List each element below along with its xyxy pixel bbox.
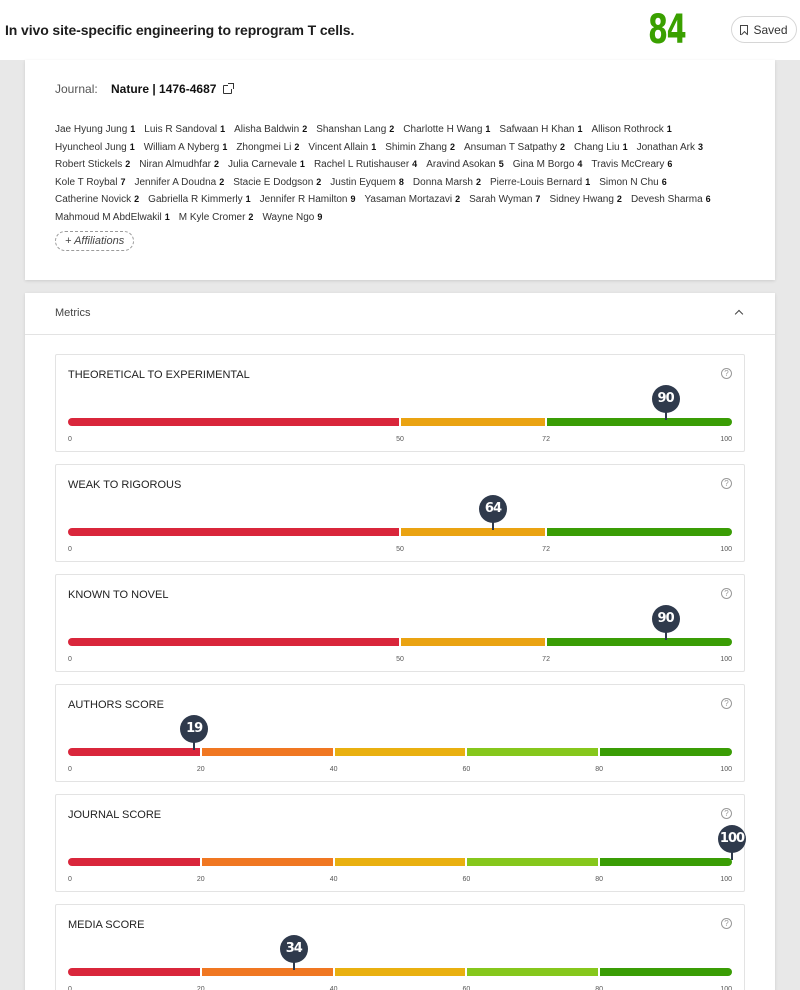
author-affiliation-number: 9 bbox=[317, 211, 323, 222]
author-affiliation-number: 2 bbox=[475, 176, 481, 187]
score-bar-segment bbox=[68, 528, 399, 536]
author-name: Safwaan H Khan bbox=[499, 124, 575, 135]
author-affiliation-number: 2 bbox=[389, 124, 395, 134]
score-bar-segment bbox=[467, 748, 598, 756]
author-item[interactable] bbox=[591, 156, 672, 174]
author-affiliation-number: 3 bbox=[698, 141, 704, 152]
score-bar-segment bbox=[467, 858, 598, 866]
score-bar-segment bbox=[335, 858, 466, 866]
author-name: Robert Stickels bbox=[55, 159, 123, 170]
author-item[interactable] bbox=[148, 191, 250, 209]
author-affiliation-number: 9 bbox=[350, 194, 356, 204]
score-bar-segment bbox=[401, 638, 545, 646]
score-bar bbox=[68, 968, 732, 976]
paper-info-card bbox=[25, 60, 775, 280]
top-bar bbox=[0, 0, 800, 60]
author-name: Pierre-Louis Bernard bbox=[489, 176, 583, 188]
author-name: Julia Carnevale bbox=[227, 159, 297, 170]
author-affiliation-number: 2 bbox=[213, 159, 219, 169]
author-item[interactable] bbox=[385, 139, 455, 157]
author-affiliation-number: 1 bbox=[245, 194, 251, 204]
tick-label: 20 bbox=[196, 986, 205, 990]
metric-panel bbox=[55, 464, 745, 562]
score-bar-segment bbox=[68, 968, 200, 976]
score-marker bbox=[652, 605, 680, 633]
tick-label: 100 bbox=[720, 876, 732, 883]
author-affiliation-number: 6 bbox=[667, 159, 673, 169]
score-bar-segment bbox=[547, 528, 732, 536]
author-affiliation-number: 1 bbox=[220, 124, 226, 134]
journal-label: Journal: bbox=[55, 82, 98, 96]
score-bar bbox=[68, 638, 732, 646]
author-item[interactable] bbox=[574, 139, 628, 157]
author-affiliation-number: 2 bbox=[455, 194, 461, 204]
author-name: Allison Rothrock bbox=[591, 124, 664, 135]
author-name: Sidney Hwang bbox=[549, 194, 614, 205]
score-bar-segment bbox=[68, 638, 399, 646]
author-name: Zhongmei Li bbox=[236, 141, 292, 153]
author-item[interactable] bbox=[233, 174, 321, 192]
score-marker-value: 34 bbox=[280, 935, 308, 963]
author-item[interactable] bbox=[55, 121, 135, 139]
author-affiliation-number: 5 bbox=[498, 159, 504, 169]
tick-label: 50 bbox=[396, 656, 404, 663]
score-marker bbox=[652, 385, 680, 413]
help-icon[interactable]: ? bbox=[721, 368, 732, 379]
metric-title: KNOWN TO NOVEL bbox=[68, 589, 169, 601]
tick-label: 100 bbox=[720, 986, 732, 990]
score-marker-value: 90 bbox=[652, 385, 680, 413]
bookmark-icon bbox=[740, 25, 748, 35]
tick-label: 50 bbox=[396, 546, 404, 553]
author-affiliation-number: 1 bbox=[622, 141, 628, 152]
author-name: Rachel L Rutishauser bbox=[313, 159, 410, 170]
author-name: Travis McCreary bbox=[591, 159, 665, 170]
score-bar-segment bbox=[547, 638, 732, 646]
score-bar-segment bbox=[335, 748, 466, 756]
author-item[interactable] bbox=[144, 139, 228, 157]
tick-label: 0 bbox=[68, 546, 72, 553]
author-name: Devesh Sharma bbox=[630, 194, 703, 205]
author-name: Justin Eyquem bbox=[330, 176, 396, 188]
score-bar-segment bbox=[600, 968, 732, 976]
score-bar-segment bbox=[401, 418, 545, 426]
tick-label: 20 bbox=[196, 766, 205, 773]
author-item[interactable] bbox=[637, 139, 703, 157]
journal-link[interactable]: Nature | 1476-4687 bbox=[111, 82, 217, 96]
author-affiliation-number: 1 bbox=[585, 176, 591, 187]
author-affiliation-number: 1 bbox=[222, 141, 228, 152]
metric-title: WEAK TO RIGOROUS bbox=[68, 479, 182, 491]
author-name: Shimin Zhang bbox=[385, 141, 447, 153]
author-name: Gabriella R Kimmerly bbox=[148, 194, 243, 205]
score-marker-stem bbox=[665, 631, 667, 640]
help-icon[interactable]: ? bbox=[721, 918, 732, 929]
score-bar bbox=[68, 858, 732, 866]
overall-score: 84 bbox=[648, 7, 686, 53]
author-name: Hyuncheol Jung bbox=[55, 141, 127, 153]
author-name: William A Nyberg bbox=[143, 141, 220, 153]
author-list bbox=[55, 121, 755, 226]
author-name: Niran Almudhfar bbox=[139, 159, 211, 170]
metric-panel bbox=[55, 354, 745, 452]
author-item[interactable] bbox=[234, 121, 307, 139]
author-name: Gina M Borgo bbox=[512, 159, 575, 170]
help-icon[interactable]: ? bbox=[721, 588, 732, 599]
author-item[interactable] bbox=[631, 191, 711, 209]
score-bar-segment bbox=[202, 748, 333, 756]
saved-button-label: Saved bbox=[753, 22, 788, 37]
author-item[interactable] bbox=[316, 121, 394, 139]
metric-panel bbox=[55, 904, 745, 990]
metric-panel bbox=[55, 574, 745, 672]
help-icon[interactable]: ? bbox=[721, 478, 732, 489]
metric-panel bbox=[55, 794, 745, 892]
author-name: Chang Liu bbox=[574, 141, 620, 153]
chevron-up-icon[interactable] bbox=[735, 310, 743, 318]
author-affiliation-number: 7 bbox=[535, 194, 541, 204]
author-item[interactable] bbox=[55, 139, 135, 157]
author-name: Kole T Roybal bbox=[55, 176, 118, 188]
author-item[interactable] bbox=[139, 156, 219, 174]
score-marker-stem bbox=[731, 851, 733, 860]
author-name: Luis R Sandoval bbox=[144, 124, 218, 135]
author-affiliation-number: 1 bbox=[164, 211, 170, 222]
external-link-icon[interactable] bbox=[223, 85, 232, 94]
author-item[interactable] bbox=[599, 174, 666, 192]
author-name: Mahmoud M AbdElwakil bbox=[55, 211, 162, 223]
metric-panel bbox=[55, 684, 745, 782]
tick-label: 0 bbox=[68, 986, 72, 990]
tick-label: 80 bbox=[595, 986, 604, 990]
tick-label: 100 bbox=[720, 656, 732, 663]
author-affiliation-number: 2 bbox=[134, 194, 140, 204]
tick-label: 60 bbox=[462, 766, 471, 773]
help-icon[interactable]: ? bbox=[721, 698, 732, 709]
score-bar-segment bbox=[68, 858, 200, 866]
author-item[interactable] bbox=[260, 191, 356, 209]
author-item[interactable] bbox=[308, 139, 376, 157]
author-item[interactable] bbox=[426, 156, 504, 174]
author-name: Jae Hyung Jung bbox=[55, 124, 128, 135]
score-marker-stem bbox=[492, 521, 494, 530]
author-item[interactable] bbox=[469, 191, 540, 209]
tick-label: 100 bbox=[720, 546, 732, 553]
tick-label: 40 bbox=[329, 986, 338, 990]
author-item[interactable] bbox=[549, 191, 622, 209]
author-name: Jonathan Ark bbox=[636, 141, 695, 153]
score-bar-segment bbox=[547, 418, 732, 426]
tick-label: 50 bbox=[396, 436, 404, 443]
author-item[interactable] bbox=[179, 209, 254, 227]
author-affiliation-number: 1 bbox=[485, 124, 491, 134]
score-marker-stem bbox=[193, 741, 195, 750]
author-affiliation-number: 2 bbox=[302, 124, 308, 134]
tick-label: 100 bbox=[720, 766, 732, 773]
score-bar bbox=[68, 528, 732, 536]
author-name: Yasaman Mortazavi bbox=[364, 194, 453, 205]
score-marker-value: 90 bbox=[652, 605, 680, 633]
author-name: Charlotte H Wang bbox=[403, 124, 483, 135]
score-bar-segment bbox=[401, 528, 545, 536]
author-affiliation-number: 1 bbox=[666, 124, 672, 134]
saved-button[interactable] bbox=[731, 16, 797, 43]
author-name: Jennifer R Hamilton bbox=[259, 194, 348, 205]
metric-title: JOURNAL SCORE bbox=[68, 809, 162, 821]
tick-label: 20 bbox=[196, 876, 205, 883]
author-affiliation-number: 6 bbox=[705, 194, 711, 204]
tick-label: 72 bbox=[542, 546, 550, 553]
score-bar-segment bbox=[68, 748, 200, 756]
author-affiliation-number: 7 bbox=[120, 176, 126, 187]
affiliations-button[interactable]: + Affiliations bbox=[55, 231, 134, 251]
author-item[interactable] bbox=[236, 139, 299, 157]
author-item[interactable] bbox=[464, 139, 565, 157]
author-item[interactable] bbox=[314, 156, 417, 174]
author-affiliation-number: 2 bbox=[219, 176, 225, 187]
score-bar-segment bbox=[600, 858, 732, 866]
score-marker bbox=[479, 495, 507, 523]
author-item[interactable] bbox=[364, 191, 460, 209]
tick-label: 100 bbox=[720, 436, 732, 443]
author-item[interactable] bbox=[413, 174, 481, 192]
tick-label: 0 bbox=[68, 876, 72, 883]
author-item[interactable] bbox=[262, 209, 322, 227]
author-item[interactable] bbox=[490, 174, 590, 192]
author-affiliation-number: 4 bbox=[412, 159, 418, 169]
tick-label: 80 bbox=[595, 876, 604, 883]
metrics-title: Metrics bbox=[55, 307, 91, 319]
tick-label: 40 bbox=[329, 766, 338, 773]
author-name: Wayne Ngo bbox=[262, 211, 315, 223]
author-item[interactable] bbox=[134, 174, 224, 192]
author-affiliation-number: 2 bbox=[560, 141, 566, 152]
tick-label: 60 bbox=[462, 986, 471, 990]
author-affiliation-number: 1 bbox=[129, 141, 135, 152]
author-name: M Kyle Cromer bbox=[178, 211, 246, 223]
author-name: Catherine Novick bbox=[55, 194, 132, 205]
author-item[interactable] bbox=[592, 121, 672, 139]
tick-label: 0 bbox=[68, 766, 72, 773]
author-affiliation-number: 2 bbox=[294, 141, 300, 152]
score-bar-segment bbox=[600, 748, 732, 756]
metric-title: THEORETICAL TO EXPERIMENTAL bbox=[68, 369, 250, 381]
author-affiliation-number: 2 bbox=[616, 194, 622, 204]
author-affiliation-number: 2 bbox=[316, 176, 322, 187]
author-item[interactable] bbox=[144, 121, 225, 139]
tick-label: 72 bbox=[542, 436, 550, 443]
score-marker bbox=[280, 935, 308, 963]
author-affiliation-number: 1 bbox=[371, 141, 377, 152]
score-bar-segment bbox=[202, 858, 333, 866]
author-item[interactable] bbox=[330, 174, 404, 192]
metrics-card bbox=[25, 293, 775, 990]
tick-label: 60 bbox=[462, 876, 471, 883]
author-name: Ansuman T Satpathy bbox=[463, 141, 557, 153]
author-item[interactable] bbox=[55, 209, 170, 227]
author-name: Donna Marsh bbox=[412, 176, 473, 188]
metrics-header[interactable] bbox=[25, 293, 775, 335]
author-item[interactable] bbox=[55, 174, 125, 192]
tick-label: 0 bbox=[68, 436, 72, 443]
author-item[interactable] bbox=[499, 121, 582, 139]
score-marker-value: 64 bbox=[479, 495, 507, 523]
author-item[interactable] bbox=[55, 191, 139, 209]
score-marker-stem bbox=[665, 411, 667, 420]
author-affiliation-number: 2 bbox=[449, 141, 455, 152]
author-item[interactable] bbox=[228, 156, 305, 174]
score-marker-value: 19 bbox=[180, 715, 208, 743]
author-name: Jennifer A Doudna bbox=[134, 176, 217, 188]
tick-label: 0 bbox=[68, 656, 72, 663]
author-name: Sarah Wyman bbox=[469, 194, 533, 205]
author-name: Vincent Allain bbox=[308, 141, 369, 153]
author-affiliation-number: 1 bbox=[130, 124, 136, 134]
author-item[interactable] bbox=[403, 121, 490, 139]
author-name: Stacie E Dodgson bbox=[233, 176, 314, 188]
journal-row bbox=[55, 82, 232, 96]
author-affiliation-number: 2 bbox=[125, 159, 131, 169]
author-name: Aravind Asokan bbox=[426, 159, 496, 170]
author-affiliation-number: 1 bbox=[577, 124, 583, 134]
author-affiliation-number: 2 bbox=[248, 211, 254, 222]
author-affiliation-number: 8 bbox=[398, 176, 404, 187]
score-marker-value: 100 bbox=[718, 825, 746, 853]
help-icon[interactable]: ? bbox=[721, 808, 732, 819]
score-bar-segment bbox=[467, 968, 598, 976]
score-marker bbox=[718, 825, 746, 853]
tick-label: 72 bbox=[542, 656, 550, 663]
score-bar-segment bbox=[202, 968, 333, 976]
metric-title: MEDIA SCORE bbox=[68, 919, 145, 931]
tick-label: 40 bbox=[329, 876, 338, 883]
author-name: Alisha Baldwin bbox=[234, 124, 300, 135]
tick-label: 80 bbox=[595, 766, 604, 773]
author-item[interactable] bbox=[55, 156, 130, 174]
author-name: Shanshan Lang bbox=[316, 124, 387, 135]
score-bar-segment bbox=[68, 418, 399, 426]
paper-title: In vivo site-specific engineering to reprogram T cells. bbox=[5, 22, 355, 38]
score-bar bbox=[68, 418, 732, 426]
score-marker bbox=[180, 715, 208, 743]
author-affiliation-number: 1 bbox=[299, 159, 305, 169]
author-affiliation-number: 6 bbox=[661, 176, 667, 187]
author-affiliation-number: 4 bbox=[577, 159, 583, 169]
score-bar bbox=[68, 748, 732, 756]
author-name: Simon N Chu bbox=[599, 176, 659, 188]
score-bar-segment bbox=[335, 968, 466, 976]
author-item[interactable] bbox=[513, 156, 583, 174]
metric-title: AUTHORS SCORE bbox=[68, 699, 164, 711]
score-marker-stem bbox=[293, 961, 295, 970]
